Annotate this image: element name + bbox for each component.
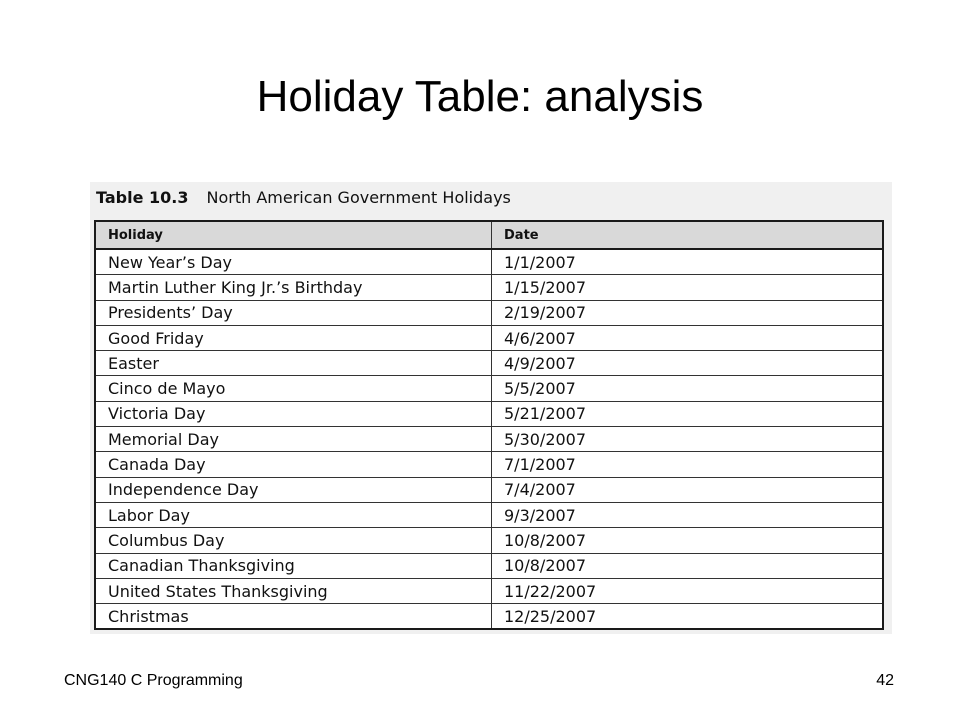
date-cell: 10/8/2007 [492, 528, 884, 553]
holiday-cell: New Year’s Day [95, 249, 492, 275]
table-row [95, 604, 883, 630]
table-row [95, 275, 883, 300]
date-cell: 5/30/2007 [492, 427, 884, 452]
date-cell: 9/3/2007 [492, 502, 884, 527]
table-caption [96, 188, 511, 210]
holiday-cell: Christmas [95, 604, 492, 630]
date-cell: 4/6/2007 [492, 325, 884, 350]
holiday-cell: Columbus Day [95, 528, 492, 553]
page-number: 42 [876, 672, 894, 689]
table-caption-number: Table 10.3 [96, 188, 189, 207]
table-row [95, 351, 883, 376]
date-cell: 10/8/2007 [492, 553, 884, 578]
table-row [95, 249, 883, 275]
table-caption-text: North American Government Holidays [206, 188, 511, 207]
table-row [95, 401, 883, 426]
table-figure [90, 182, 892, 634]
table-row [95, 528, 883, 553]
holiday-cell: Martin Luther King Jr.’s Birthday [95, 275, 492, 300]
holiday-cell: Cinco de Mayo [95, 376, 492, 401]
slide-title: Holiday Table: analysis [256, 72, 704, 121]
holiday-cell: Victoria Day [95, 401, 492, 426]
holiday-cell: Labor Day [95, 502, 492, 527]
date-cell: 5/21/2007 [492, 401, 884, 426]
table-row [95, 300, 883, 325]
holiday-cell: Memorial Day [95, 427, 492, 452]
date-cell: 1/15/2007 [492, 275, 884, 300]
holiday-cell: Easter [95, 351, 492, 376]
table-row [95, 376, 883, 401]
date-cell: 5/5/2007 [492, 376, 884, 401]
table-row [95, 578, 883, 603]
holiday-cell: Canada Day [95, 452, 492, 477]
date-cell: 7/1/2007 [492, 452, 884, 477]
holiday-cell: Independence Day [95, 477, 492, 502]
table-row [95, 427, 883, 452]
date-cell: 7/4/2007 [492, 477, 884, 502]
date-cell: 4/9/2007 [492, 351, 884, 376]
holiday-table [94, 220, 884, 630]
table-row [95, 477, 883, 502]
date-cell: 1/1/2007 [492, 249, 884, 275]
date-cell: 2/19/2007 [492, 300, 884, 325]
holiday-cell: United States Thanksgiving [95, 578, 492, 603]
table-row [95, 502, 883, 527]
table-header-row [95, 221, 883, 249]
footer-course-name: CNG140 C Programming [64, 672, 243, 689]
table-row [95, 452, 883, 477]
holiday-cell: Presidents’ Day [95, 300, 492, 325]
date-cell: 11/22/2007 [492, 578, 884, 603]
column-header-holiday: Holiday [95, 221, 492, 249]
table-row [95, 553, 883, 578]
holiday-cell: Canadian Thanksgiving [95, 553, 492, 578]
date-cell: 12/25/2007 [492, 604, 884, 630]
holiday-cell: Good Friday [95, 325, 492, 350]
column-header-date: Date [492, 221, 884, 249]
table-row [95, 325, 883, 350]
